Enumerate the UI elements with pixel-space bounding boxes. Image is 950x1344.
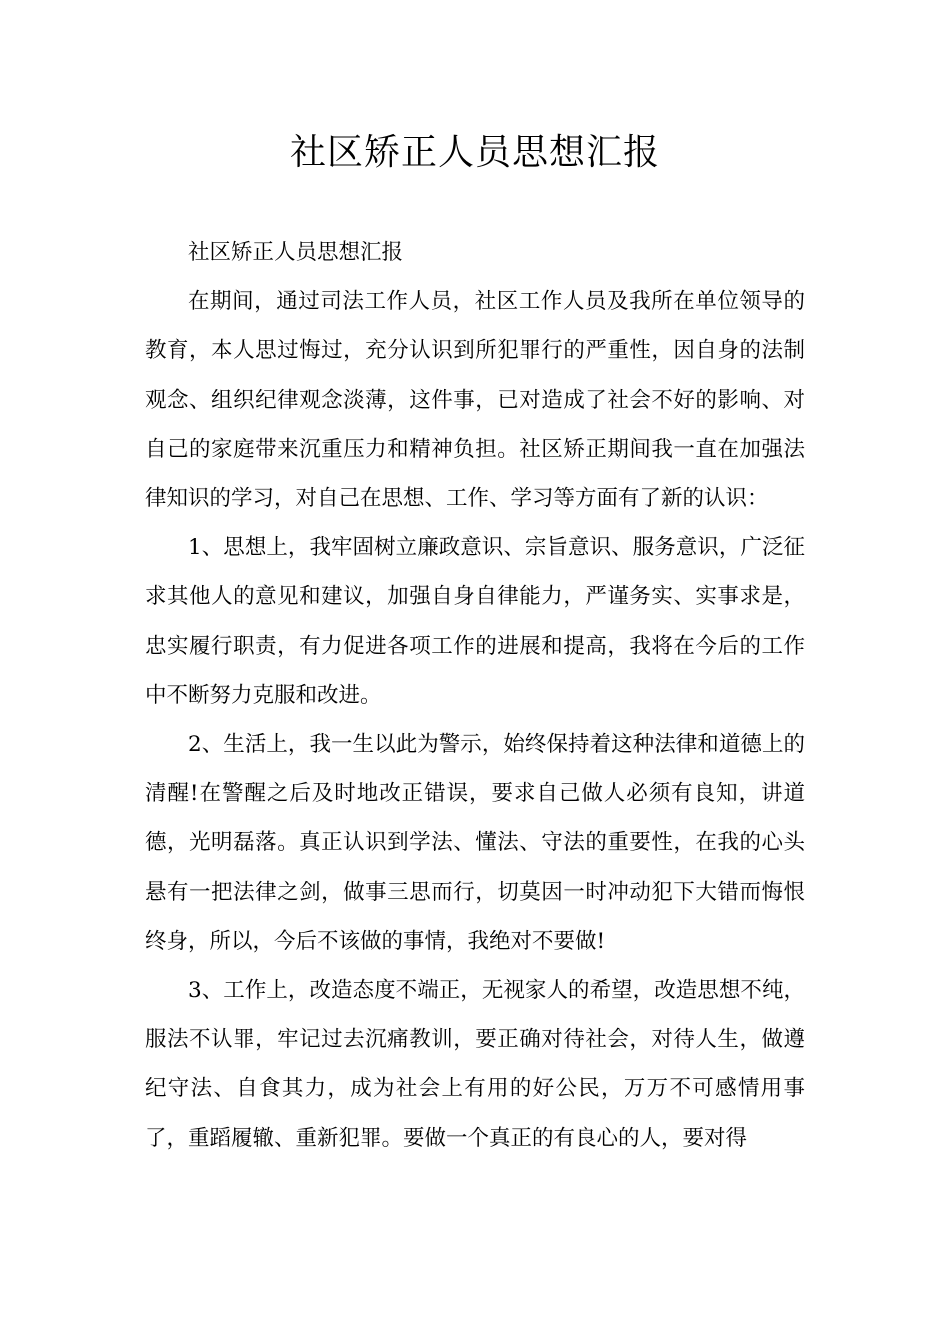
document-title: 社区矫正人员思想汇报 <box>289 132 660 173</box>
subtitle-paragraph: 社区矫正人员思想汇报 <box>188 240 404 265</box>
point-3-paragraph: 3、工作上，改造态度不端正，无视家人的希望，改造思想不纯，服法不认罪，牢记过去沉痛教训，要正确对待社会，对待人生，做遵纪守法、自食其力，成为社会上有用的好公民，万万不可感情用事了，重蹈履辙、重新犯罪。要做一个真正的有良心的人，要对得 <box>145 978 805 1151</box>
intro-paragraph: 在期间，通过司法工作人员，社区工作人员及我所在单位领导的教育，本人思过悔过，充分认识到所犯罪行的严重性，因自身的法制观念、组织纪律观念淡薄，这件事，已对造成了社会不好的影响、对自己的家庭带来沉重压力和精神负担。社区矫正期间我一直在加强法律知识的学习，对自己在思想、工作、学习等方面有了新的认识： <box>145 289 805 512</box>
document-body <box>145 228 805 1163</box>
point-2-paragraph: 2、生活上，我一生以此为警示，始终保持着这种法律和道德上的清醒!在警醒之后及时地改正错误，要求自己做人必须有良知，讲道德，光明磊落。真正认识到学法、懂法、守法的重要性，在我的心头悬有一把法律之剑，做事三思而行，切莫因一时冲动犯下大错而悔恨终身，所以，今后不该做的事情，我绝对不要做! <box>145 732 805 954</box>
point-1-paragraph: 1、思想上，我牢固树立廉政意识、宗旨意识、服务意识，广泛征求其他人的意见和建议，加强自身自律能力，严谨务实、实事求是，忠实履行职责，有力促进各项工作的进展和提高，我将在今后的工作中不断努力克服和改进。 <box>145 535 805 708</box>
